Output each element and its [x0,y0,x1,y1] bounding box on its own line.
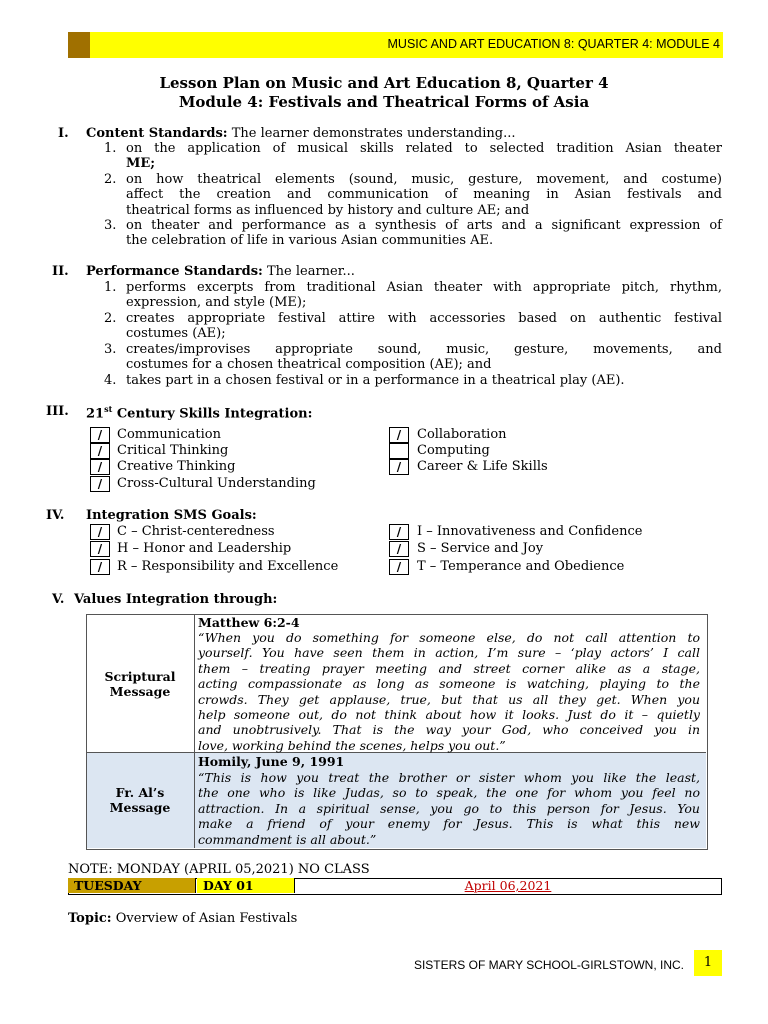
note-text: NOTE: MONDAY (APRIL 05,2021) NO CLASS [68,862,370,877]
scripture-line: yourself. You have seen them in action, I’m sure – ‘play actors’ I call [198,645,700,661]
table-divider [194,614,195,848]
scriptural-heading: Matthew 6:2-4 [198,615,300,630]
homily-line: the one who is like Judas, so to speak, the one for whom you feel no [198,785,700,801]
page-number: 1 [694,950,722,976]
checkbox-cross-cultural[interactable]: / [90,476,110,492]
values-heading: Values Integration through: [74,592,278,607]
goal-label: T – Temperance and Obedience [417,559,625,574]
scripture-line: acting compassionate as long as someone is watching, playing to the [198,676,700,692]
ps-item-line: creates/improvises appropriate sound, music, gesture, movements, and [126,342,722,357]
fr-al-text [198,770,700,847]
homily-line: “This is how you treat the brother or sister whom you like the least, [198,770,700,785]
cs-item-line: the celebration of life in various Asian communities AE. [126,233,494,248]
topic-line [68,911,297,926]
section-number-2: II. [52,264,69,279]
content-standards-heading [86,126,516,141]
ps-item-line: performs excerpts from traditional Asian theater with appropriate pitch, rhythm, [126,280,722,295]
skill-label: Communication [117,427,221,442]
ps-item-number: 4. [104,373,117,388]
performance-standards-intro: The learner... [266,264,355,279]
goal-label: I – Innovativeness and Confidence [417,524,643,539]
cs-item-line: affect the creation and communication of meaning in Asian festivals and [126,187,722,202]
checkbox-goal-t[interactable]: / [389,559,409,575]
skill-label: Career & Life Skills [417,459,548,474]
goal-label: S – Service and Joy [417,541,544,556]
checkbox-goal-c[interactable]: / [90,524,110,540]
checkbox-goal-s[interactable]: / [389,541,409,557]
performance-standards-label: Performance Standards: [86,264,263,279]
checkbox-goal-r[interactable]: / [90,559,110,575]
day-number-cell: DAY 01 [197,878,295,893]
fr-al-label: Fr. Al’s Message [109,785,171,815]
ps-item-number: 2. [104,311,117,326]
homily-line: commandment is all about.” [198,831,377,847]
homily-line: make a friend of your enemy for Jesus. This is what this new [198,816,700,832]
cs-item-line: on how theatrical elements (sound, music, gesture, movement, and costume) [126,172,722,187]
cs-item-number: 2. [104,172,117,187]
scripture-line: “When you do something for someone else, do not call attention to [198,630,700,645]
content-standards-label: Content Standards: [86,126,228,141]
skill-label: Cross-Cultural Understanding [117,476,316,491]
ps-item-line: takes part in a chosen festival or in a performance in a theatrical play (AE). [126,373,625,388]
performance-standards-heading [86,264,355,279]
ps-item-line: creates appropriate festival attire with accessories based on authentic festival [126,311,722,326]
cs-item-line: ME; [126,156,156,171]
skill-label: Critical Thinking [117,443,229,458]
ps-item-line: costumes for a chosen theatrical composition (AE); and [126,357,492,372]
cs-item-number: 3. [104,218,117,233]
cs-item-line: on the application of musical skills related to selected tradition Asian theater [126,141,722,156]
goal-label: H – Honor and Leadership [117,541,292,556]
skills-heading: 21st Century Skills Integration: [86,404,313,422]
cs-item-number: 1. [104,141,117,156]
checkbox-goal-h[interactable]: / [90,541,110,557]
ps-item-line: costumes (AE); [126,326,226,341]
sms-goals-heading: Integration SMS Goals: [86,508,257,523]
scripture-line: love, working behind the scenes, helps you out.” [198,737,506,753]
goal-label: R – Responsibility and Excellence [117,559,339,574]
section-number-5: V. [52,592,65,607]
skill-label: Computing [417,443,490,458]
topic-label: Topic: [68,911,112,926]
ps-item-number: 3. [104,342,117,357]
checkbox-collaboration[interactable]: / [389,427,409,443]
section-number-4: IV. [46,508,65,523]
checkbox-goal-i[interactable]: / [389,524,409,540]
homily-line: attraction. In a spiritual sense, you go to this person for Jesus. You [198,800,700,816]
scripture-line: and unobtrusively. That is the way your God, who conceived you in [198,722,700,738]
checkbox-career-life[interactable]: / [389,459,409,475]
cs-item-line: on theater and performance as a synthesis of arts and a significant expression of [126,218,722,233]
scriptural-label: Scriptural Message [104,669,176,699]
doc-title-line1: Lesson Plan on Music and Art Education 8, Quarter 4 [159,74,609,92]
ps-item-line: expression, and style (ME); [126,295,307,310]
header-text: MUSIC AND ART EDUCATION 8: QUARTER 4: MODULE 4 [387,37,720,51]
goal-label: C – Christ-centeredness [117,524,275,539]
cs-item-line: theatrical forms as influenced by history and culture AE; and [126,203,530,218]
scriptural-text [198,630,700,753]
scripture-line: crowds. They get applause, true, but that us all they get. When you [198,691,700,707]
section-number-3: III. [46,404,69,419]
scripture-line: them – treating prayer meeting and street corner alike as a stage, [198,660,700,676]
ps-item-number: 1. [104,280,117,295]
checkbox-critical-thinking[interactable]: / [90,443,110,459]
doc-title-line2: Module 4: Festivals and Theatrical Forms of Asia [178,93,590,111]
checkbox-computing[interactable] [389,443,409,459]
scripture-line: help someone out, do not think about how it looks. Just do it – quietly [198,707,700,723]
day-cell: TUESDAY [68,878,196,893]
skill-label: Collaboration [417,427,507,442]
date-cell: April 06,2021 [464,878,552,893]
header-accent-block [68,32,90,58]
skill-label: Creative Thinking [117,459,236,474]
section-number-1: I. [58,126,69,141]
topic-text: Overview of Asian Festivals [115,911,298,926]
content-standards-intro: The learner demonstrates understanding... [231,126,516,141]
checkbox-communication[interactable]: / [90,427,110,443]
fr-al-heading: Homily, June 9, 1991 [198,754,345,769]
checkbox-creative-thinking[interactable]: / [90,459,110,475]
footer-school: SISTERS OF MARY SCHOOL-GIRLSTOWN, INC. [413,958,684,972]
